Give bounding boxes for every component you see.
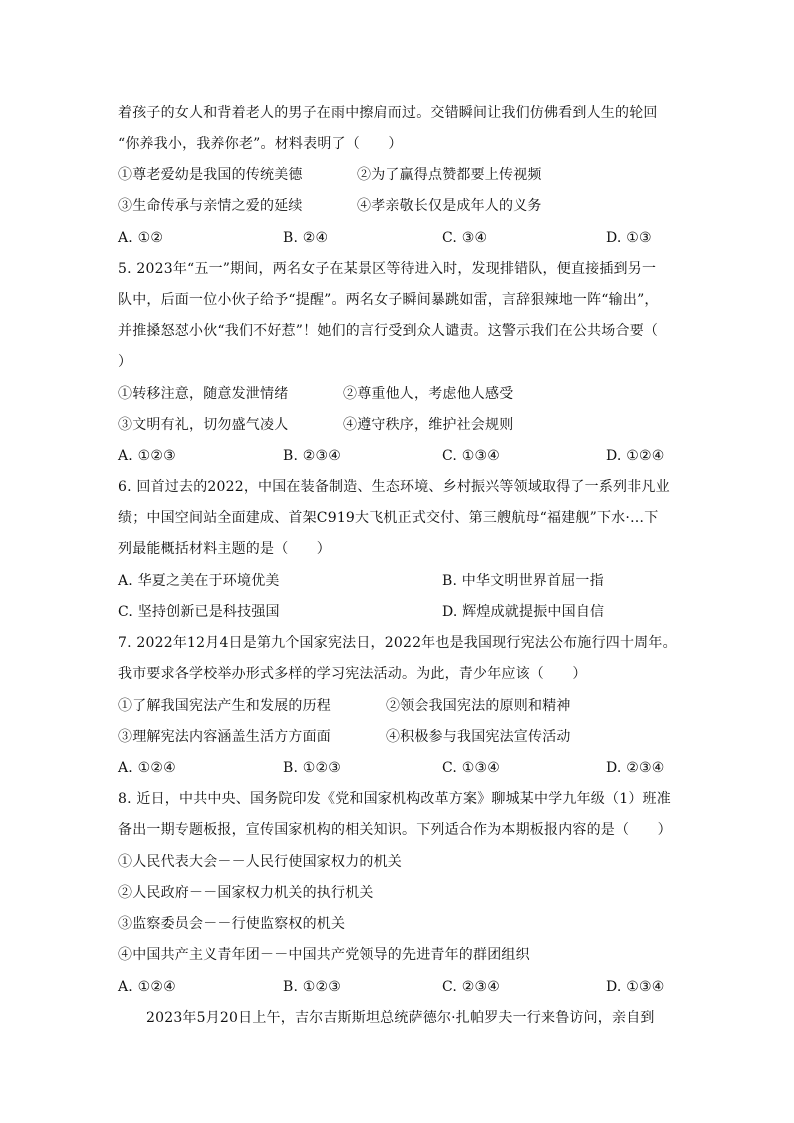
intro-line-2: “你养我小，我养你老”。材料表明了（ ） <box>118 136 403 152</box>
q8-stem-line-1: 8. 近日，中共中央、国务院印发《党和国家机构改革方案》聊城某中学九年级（1）班准 <box>118 791 671 807</box>
q5-stem-line-3: 并推搡怒怼小伙“我们不好惹”！她们的言行受到众人谴责。这警示我们在公共场合要（ <box>118 323 659 339</box>
q5-stem-line-4: ） <box>118 354 133 370</box>
q8-answer-b: B. ①②③ <box>283 979 342 995</box>
q7-answer-d: D. ②③④ <box>606 760 665 776</box>
q6-answer-b: B. 中华文明世界首屈一指 <box>442 573 604 589</box>
q5-option-1: ①转移注意，随意发泄情绪 <box>118 386 289 402</box>
q4-option-1: ①尊老爱幼是我国的传统美德 <box>118 167 303 183</box>
q8-option-2: ②人民政府－－国家权力机关的执行机关 <box>118 885 374 901</box>
q8-answer-a: A. ①②④ <box>118 979 176 995</box>
q5-option-4: ④遵守秩序，维护社会规则 <box>343 417 514 433</box>
q7-answer-c: C. ①③④ <box>442 760 500 776</box>
q7-option-3: ③理解宪法内容涵盖生活方方面面 <box>118 729 331 745</box>
q6-answer-a: A. 华夏之美在于环境优美 <box>118 573 280 589</box>
q7-option-2: ②领会我国宪法的原则和精神 <box>386 698 571 714</box>
q6-answer-c: C. 坚持创新已是科技强国 <box>118 604 280 620</box>
q5-stem-line-2: 队中，后面一位小伙子给予“提醒”。两名女子瞬间暴跳如雷，言辞狠辣地一阵“输出”， <box>118 292 659 308</box>
q4-option-3: ③生命传承与亲情之爱的延续 <box>118 198 303 214</box>
q8-stem-line-2: 备出一期专题板报，宣传国家机构的相关知识。下列适合作为本期板报内容的是（ ） <box>118 822 672 838</box>
q4-option-4: ④孝亲敬长仅是成年人的义务 <box>357 198 542 214</box>
q8-option-3: ③监察委员会－－行使监察权的机关 <box>118 916 346 932</box>
q5-answer-a: A. ①②③ <box>118 448 176 464</box>
q9-stem-line-1: 2023年5月20日上午，吉尔吉斯斯坦总统萨德尔·扎帕罗夫一行来鲁访问，亲自到 <box>146 1010 655 1026</box>
q7-answer-a: A. ①②④ <box>118 760 176 776</box>
q8-answer-c: C. ②③④ <box>442 979 500 995</box>
q8-option-4: ④中国共产主义青年团－－中国共产党领导的先进青年的群团组织 <box>118 947 530 963</box>
q6-stem-line-2: 绩；中国空间站全面建成、首架C919大飞机正式交付、第三艘航母“福建舰”下水·…下 <box>118 510 659 526</box>
q6-answer-d: D. 辉煌成就提振中国自信 <box>442 604 605 620</box>
q7-option-4: ④积极参与我国宪法宣传活动 <box>386 729 571 745</box>
q5-stem-line-1: 5. 2023年“五一”期间，两名女子在某景区等待进入时，发现排错队，便直接插到另一 <box>118 261 657 277</box>
q7-answer-b: B. ①②③ <box>283 760 342 776</box>
q5-answer-b: B. ②③④ <box>283 448 342 464</box>
q6-stem-line-3: 列最能概括材料主题的是（ ） <box>118 541 331 557</box>
q6-stem-line-1: 6. 回首过去的2022，中国在装备制造、生态环境、乡村振兴等领域取得了一系列非凡业 <box>118 479 670 495</box>
q4-answer-d: D. ①③ <box>606 230 652 246</box>
q5-option-3: ③文明有礼，切勿盛气凌人 <box>118 417 289 433</box>
q4-option-2: ②为了赢得点赞都要上传视频 <box>357 167 542 183</box>
q5-option-2: ②尊重他人，考虑他人感受 <box>343 386 514 402</box>
q5-answer-d: D. ①②④ <box>606 448 665 464</box>
q7-option-1: ①了解我国宪法产生和发展的历程 <box>118 698 331 714</box>
q5-answer-c: C. ①③④ <box>442 448 500 464</box>
q8-option-1: ①人民代表大会－－人民行使国家权力的机关 <box>118 854 402 870</box>
q7-stem-line-1: 7. 2022年12月4日是第九个国家宪法日，2022年也是我国现行宪法公布施行四十周年。 <box>118 635 677 651</box>
q4-answer-a: A. ①② <box>118 230 164 246</box>
intro-line-1: 着孩子的女人和背着老人的男子在雨中擦肩而过。交错瞬间让我们仿佛看到人生的轮回 <box>118 105 658 121</box>
q4-answer-b: B. ②④ <box>283 230 329 246</box>
q4-answer-c: C. ③④ <box>442 230 488 246</box>
q8-answer-d: D. ①③④ <box>606 979 665 995</box>
q7-stem-line-2: 我市要求各学校举办形式多样的学习宪法活动。为此，青少年应该（ ） <box>118 666 587 682</box>
